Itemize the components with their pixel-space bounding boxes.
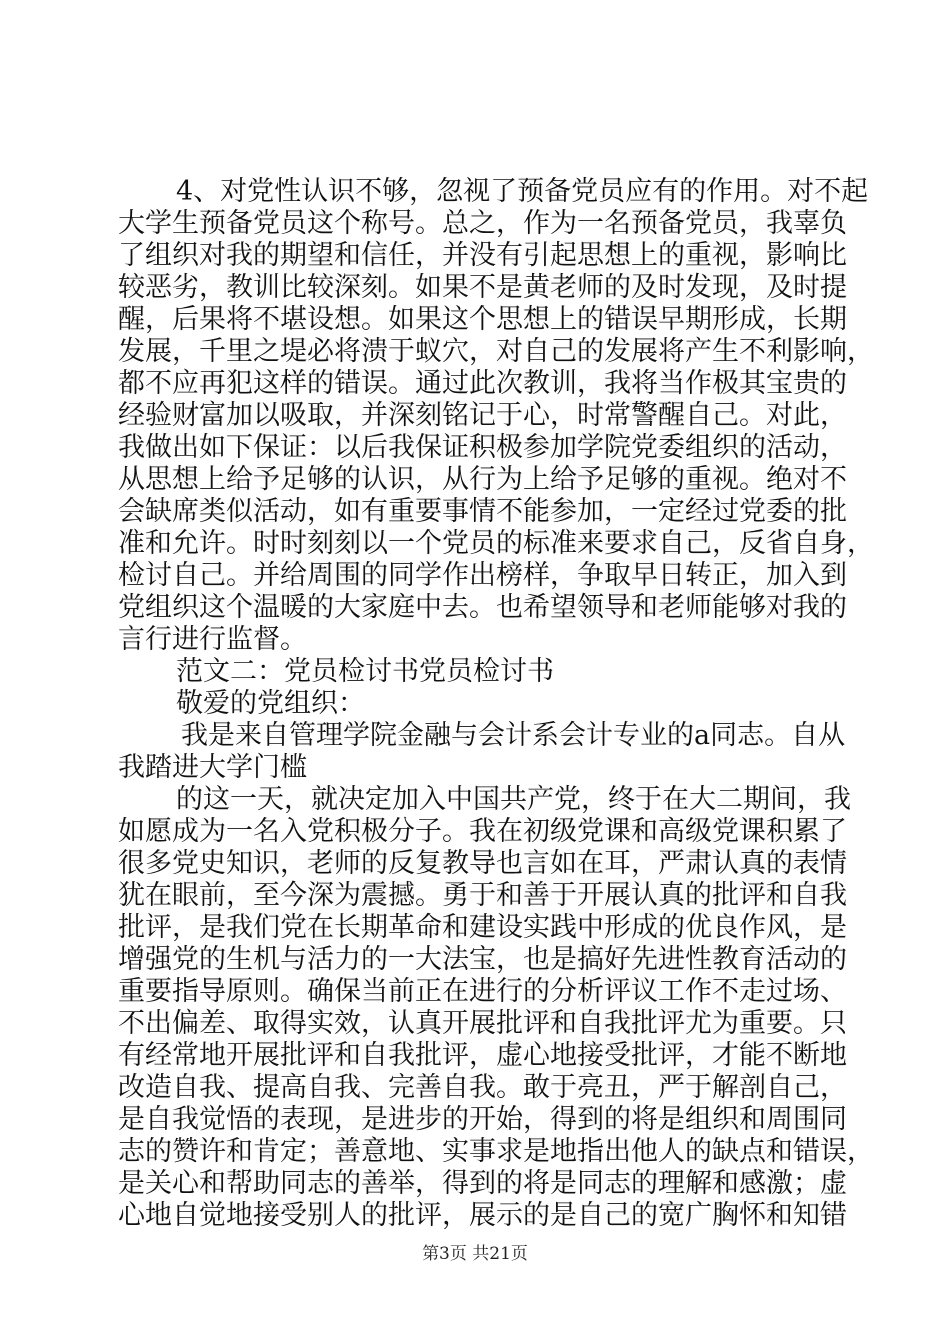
text-line: 检讨自己。并给周围的同学作出榜样，争取早日转正，加入到: [118, 560, 847, 591]
text-line: 是关心和帮助同志的善举，得到的将是同志的理解和感激；虚: [118, 1168, 847, 1199]
text-line: 都不应再犯这样的错误。通过此次教训，我将当作极其宝贵的: [118, 368, 847, 399]
text-line: 批评，是我们党在长期革命和建设实践中形成的优良作风，是: [118, 912, 847, 943]
text-line: 准和允许。时时刻刻以一个党员的标准来要求自己，反省自身，: [118, 528, 874, 559]
text-line: 增强党的生机与活力的一大法宝，也是搞好先进性教育活动的: [118, 944, 847, 975]
text-line: 心地自觉地接受别人的批评，展示的是自己的宽广胸怀和知错: [118, 1200, 847, 1231]
text-line: 志的赞许和肯定；善意地、实事求是地指出他人的缺点和错误，: [118, 1136, 874, 1167]
text-line: 经验财富加以吸取，并深刻铭记于心，时常警醒自己。对此，: [118, 400, 847, 431]
salutation: 敬爱的党组织：: [176, 688, 365, 719]
text-line: 不出偏差、取得实效，认真开展批评和自我批评尤为重要。只: [118, 1008, 847, 1039]
text-line: 党组织这个温暖的大家庭中去。也希望领导和老师能够对我的: [118, 592, 847, 623]
text-line: 会缺席类似活动，如有重要事情不能参加，一定经过党委的批: [118, 496, 847, 527]
page-number-footer: 第3页 共21页: [422, 1244, 528, 1264]
text-line: 犹在眼前，至今深为震撼。勇于和善于开展认真的批评和自我: [118, 880, 847, 911]
text-line: 4、对党性认识不够，忽视了预备党员应有的作用。对不起: [176, 176, 869, 207]
text-line: 从思想上给予足够的认识，从行为上给予足够的重视。绝对不: [118, 464, 847, 495]
text-line: 是自我觉悟的表现，是进步的开始，得到的将是组织和周围同: [118, 1104, 847, 1135]
text-line: 改造自我、提高自我、完善自我。敢于亮丑，严于解剖自己，: [118, 1072, 847, 1103]
text-line: 有经常地开展批评和自我批评，虚心地接受批评，才能不断地: [118, 1040, 847, 1071]
text-line: 较恶劣，教训比较深刻。如果不是黄老师的及时发现，及时提: [118, 272, 847, 303]
text-line: 我做出如下保证：以后我保证积极参加学院党委组织的活动，: [118, 432, 847, 463]
text-line: 我踏进大学门槛: [118, 752, 307, 783]
text-line: 我是来自管理学院金融与会计系会计专业的a同志。自从: [181, 720, 846, 751]
text-line: 很多党史知识，老师的反复教导也言如在耳，严肃认真的表情: [118, 848, 847, 879]
section-heading: 范文二：党员检讨书党员检讨书: [176, 656, 554, 687]
text-line: 醒，后果将不堪设想。如果这个思想上的错误早期形成，长期: [118, 304, 847, 335]
text-line: 的这一天，就决定加入中国共产党，终于在大二期间，我: [176, 784, 851, 815]
text-line: 言行进行监督。: [118, 624, 307, 655]
text-line: 了组织对我的期望和信任，并没有引起思想上的重视，影响比: [118, 240, 847, 271]
text-line: 如愿成为一名入党积极分子。我在初级党课和高级党课积累了: [118, 816, 847, 847]
text-line: 发展，千里之堤必将溃于蚁穴，对自己的发展将产生不利影响，: [118, 336, 874, 367]
text-line: 大学生预备党员这个称号。总之，作为一名预备党员，我辜负: [118, 208, 847, 239]
text-line: 重要指导原则。确保当前正在进行的分析评议工作不走过场、: [118, 976, 847, 1007]
